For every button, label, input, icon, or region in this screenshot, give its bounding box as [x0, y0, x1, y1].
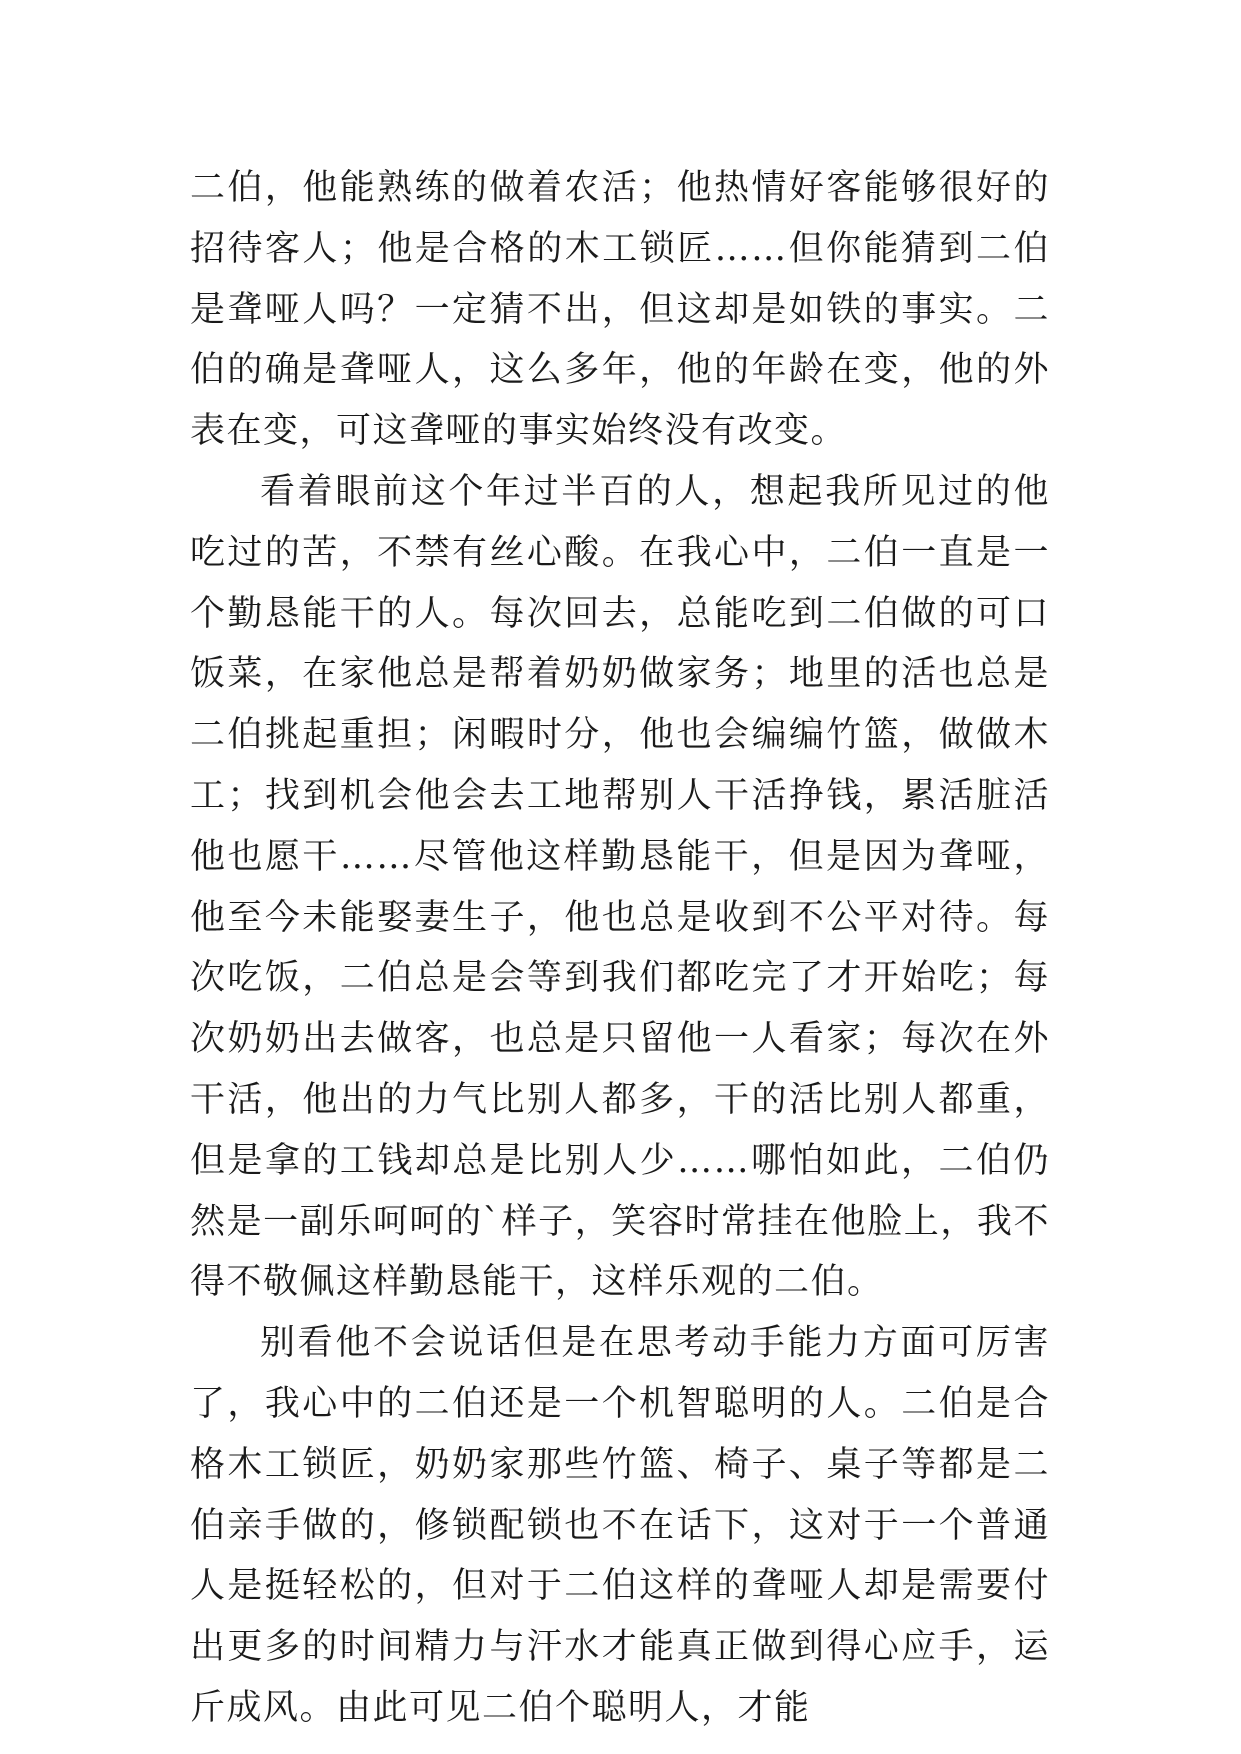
paragraph-3: 别看他不会说话但是在思考动手能力方面可厉害了，我心中的二伯还是一个机智聪明的人。二伯是合格木工锁匠，奶奶家那些竹篮、椅子、桌子等都是二伯亲手做的，修锁配锁也不在话下，这对于一个普通人是挺轻松的，但对于二伯这样的聋哑人却是需要付出更多的时间精力与汗水才能真正做到得心应手，运斤成风。由此可见二伯个聪明人，才能: [190, 1323, 1050, 1728]
document-body: [190, 158, 1050, 1739]
paragraph-1: 二伯，他能熟练的做着农活；他热情好客能够很好的招待客人；他是合格的木工锁匠……但你能猜到二伯是聋哑人吗？一定猜不出，但这却是如铁的事实。二伯的确是聋哑人，这么多年，他的年龄在变，他的外表在变，可这聋哑的事实始终没有改变。: [190, 168, 1050, 452]
paragraph-2: 看着眼前这个年过半百的人，想起我所见过的他吃过的苦，不禁有丝心酸。在我心中，二伯一直是一个勤恳能干的人。每次回去，总能吃到二伯做的可口饭菜，在家他总是帮着奶奶做家务；地里的活也总是二伯挑起重担；闲暇时分，他也会编编竹篮，做做木工；找到机会他会去工地帮别人干活挣钱，累活脏活他也愿干……尽管他这样勤恳能干，但是因为聋哑，他至今未能娶妻生子，他也总是收到不公平对待。每次吃饭，二伯总是会等到我们都吃完了才开始吃；每次奶奶出去做客，也总是只留他一人看家；每次在外干活，他出的力气比别人都多，干的活比别人都重，但是拿的工钱却总是比别人少……哪怕如此，二伯仍然是一副乐呵呵的`样子，笑容时常挂在他脸上，我不得不敬佩这样勤恳能干，这样乐观的二伯。: [190, 471, 1050, 1303]
